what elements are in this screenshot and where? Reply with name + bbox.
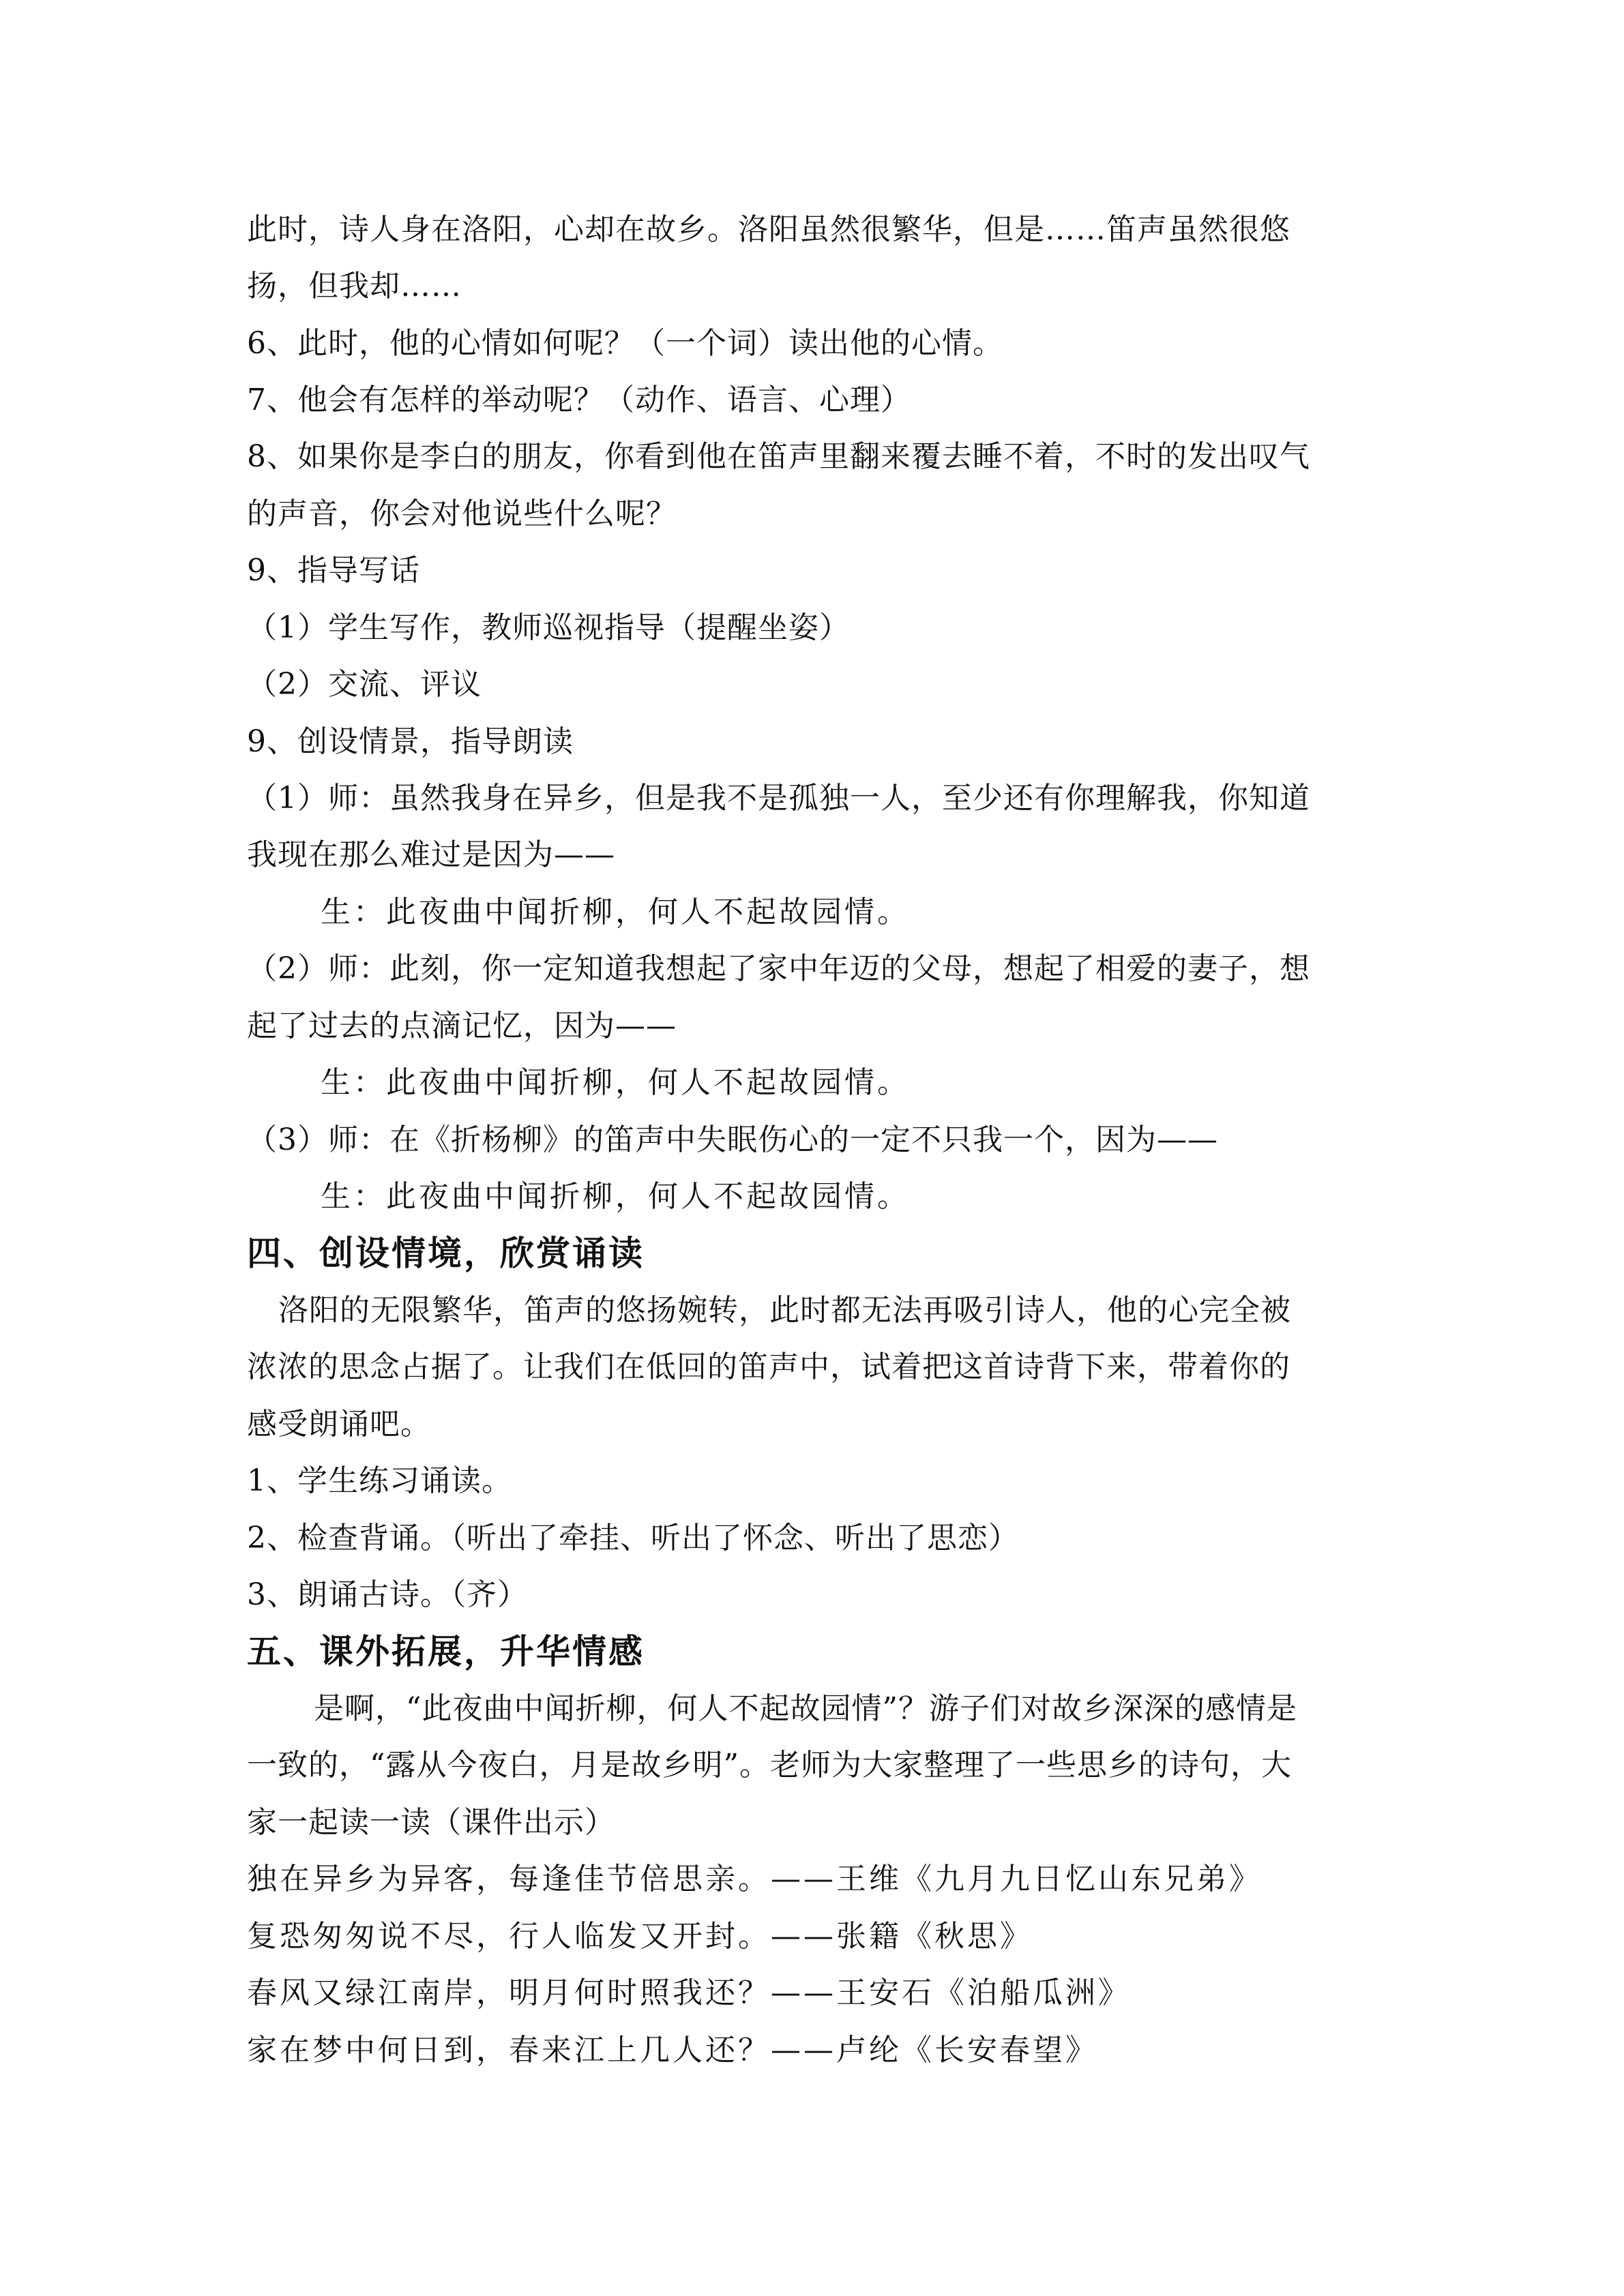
student-response: 生：此夜曲中闻折柳，何人不起故园情。 xyxy=(321,1065,910,1100)
poem-quote: 家在梦中何日到，春来江上几人还？——卢纶《长安春望》 xyxy=(247,2033,1098,2068)
student-response: 生：此夜曲中闻折柳，何人不起故园情。 xyxy=(321,895,910,929)
paragraph-line: 洛阳的无限繁华，笛声的悠扬婉转，此时都无法再吸引诗人，他的心完全被 xyxy=(278,1293,1291,1328)
paragraph-line: 是啊，“此夜曲中闻折柳，何人不起故园情”？游子们对故乡深深的感情是 xyxy=(314,1691,1297,1726)
paragraph-line: 扬，但我却…… xyxy=(247,269,462,303)
poem-quote: 春风又绿江南岸，明月何时照我还？——王安石《泊船瓜洲》 xyxy=(247,1976,1131,2010)
poem-quote: 复恐匆匆说不尽，行人临发又开封。——张籍《秋思》 xyxy=(247,1919,1033,1954)
poem-quote: 独在异乡为异客，每逢佳节倍思亲。——王维《九月九日忆山东兄弟》 xyxy=(247,1862,1262,1896)
paragraph-line: 我现在那么难过是因为—— xyxy=(247,837,615,872)
paragraph-line: 家一起读一读（课件出示） xyxy=(247,1805,615,1840)
student-response: 生：此夜曲中闻折柳，何人不起故园情。 xyxy=(321,1179,910,1214)
list-item: 9、指导写话 xyxy=(247,553,420,588)
section-heading-5: 五、课外拓展，升华情感 xyxy=(247,1632,645,1671)
paragraph-line: 的声音，你会对他说些什么呢？ xyxy=(247,496,677,531)
sub-list-item: （1）学生写作，教师巡视指导（提醒坐姿） xyxy=(247,610,850,645)
list-item: 7、他会有怎样的举动呢？（动作、语言、心理） xyxy=(247,383,911,417)
sub-list-item: （2）交流、评议 xyxy=(247,667,482,702)
list-item: 1、学生练习诵读。 xyxy=(247,1463,512,1498)
list-item: 9、创设情景，指导朗读 xyxy=(247,724,574,759)
list-item: 3、朗诵古诗。（齐） xyxy=(247,1577,528,1612)
paragraph-line: 感受朗诵吧。 xyxy=(247,1407,431,1442)
list-item: 8、如果你是李白的朋友，你看到他在笛声里翻来覆去睡不着，不时的发出叹气 xyxy=(247,439,1310,474)
list-item: 6、此时，他的心情如何呢？（一个词）读出他的心情。 xyxy=(247,326,1003,361)
paragraph-line: 此时，诗人身在洛阳，心却在故乡。洛阳虽然很繁华，但是……笛声虽然很悠 xyxy=(247,212,1290,247)
sub-list-item: （3）师：在《折杨柳》的笛声中失眠伤心的一定不只我一个，因为—— xyxy=(247,1122,1218,1157)
section-heading-4: 四、创设情境，欣赏诵读 xyxy=(247,1234,645,1273)
paragraph-line: 一致的，“露从今夜白，月是故乡明”。老师为大家整理了一些思乡的诗句，大 xyxy=(247,1748,1292,1783)
paragraph-line: 浓浓的思念占据了。让我们在低回的笛声中，试着把这首诗背下来，带着你的 xyxy=(247,1350,1290,1384)
list-item: 2、检查背诵。（听出了牵挂、听出了怀念、听出了思恋） xyxy=(247,1521,1019,1555)
sub-list-item: （1）师：虽然我身在异乡，但是我不是孤独一人，至少还有你理解我，你知道 xyxy=(247,781,1310,816)
paragraph-line: 起了过去的点滴记忆，因为—— xyxy=(247,1009,677,1043)
sub-list-item: （2）师：此刻，你一定知道我想起了家中年迈的父母，想起了相爱的妻子，想 xyxy=(247,951,1310,986)
